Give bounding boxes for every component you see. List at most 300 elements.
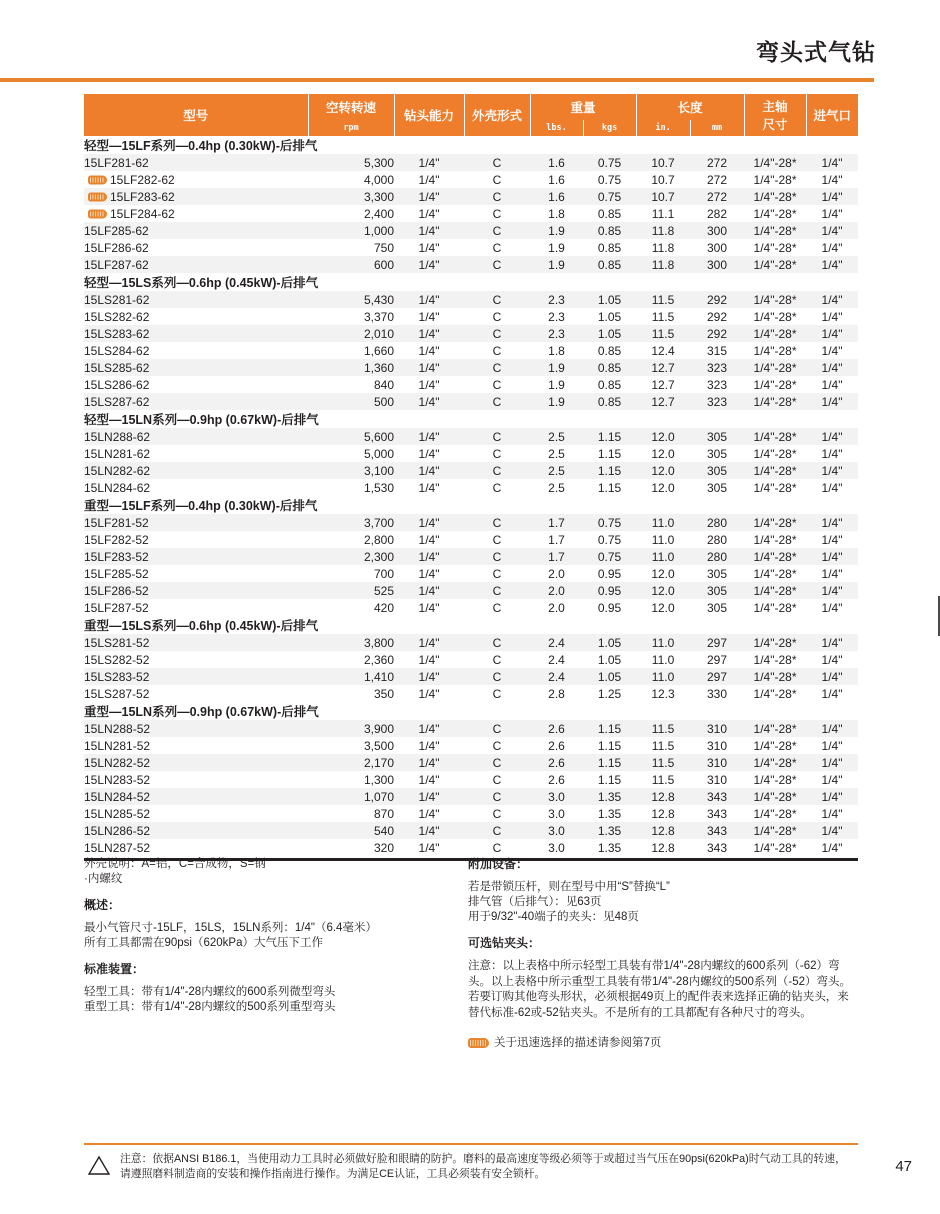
model-number: 15LN281-52 [84,738,151,753]
table-row [84,222,858,239]
cell-model [84,531,308,548]
cell-model [84,445,308,462]
cell-spindle: 1/4"-28* [744,359,806,376]
cell-inlet: 1/4" [806,582,858,599]
cell-inlet: 1/4" [806,822,858,839]
cell-kgs: 0.75 [583,188,636,205]
rapid-select-badge-icon [88,192,107,201]
cell-lbs: 1.7 [530,531,583,548]
cell-model [84,393,308,410]
table-row [84,325,858,342]
table-body [84,136,858,856]
cell-cap: 1/4" [394,805,464,822]
cell-cap: 1/4" [394,479,464,496]
cell-cap: 1/4" [394,788,464,805]
cell-rpm: 2,360 [308,651,394,668]
overview-line-2: 所有工具都需在90psi（620kPa）大气压下工作 [84,937,323,949]
cell-case: C [464,565,530,582]
model-number: 15LN285-52 [84,806,151,821]
spacer [468,951,860,959]
model-number: 15LS283-52 [84,669,150,684]
table-row [84,754,858,771]
col-header-drill-capacity: 钻头能力 [394,94,464,136]
warning-triangle-icon [88,1152,110,1182]
cell-inlet: 1/4" [806,393,858,410]
cell-model [84,308,308,325]
footer-orange-rule [84,1143,858,1145]
cell-case: C [464,188,530,205]
cell-case: C [464,462,530,479]
cell-spindle: 1/4"-28* [744,393,806,410]
cell-spindle: 1/4"-28* [744,548,806,565]
spec-table-wrapper [84,94,858,856]
cell-spindle: 1/4"-28* [744,256,806,273]
spec-table [84,94,858,856]
cell-lbs: 3.0 [530,839,583,856]
standard-line-2: 重型工具：带有1/4"-28内螺纹的500系列重型弯头 [84,1001,336,1013]
section-header-row [84,496,858,514]
cell-lbs: 1.6 [530,188,583,205]
cell-model [84,599,308,616]
cell-rpm: 500 [308,393,394,410]
cell-model [84,325,308,342]
table-row [84,342,858,359]
table-row [84,479,858,496]
cell-rpm: 2,300 [308,548,394,565]
cell-cap: 1/4" [394,445,464,462]
cell-mm: 280 [690,548,744,565]
model-number: 15LS281-52 [84,635,150,650]
cell-model [84,754,308,771]
cell-rpm: 3,300 [308,188,394,205]
cell-mm: 300 [690,239,744,256]
model-number: 15LF287-52 [84,600,149,615]
cell-lbs: 1.9 [530,239,583,256]
cell-rpm: 3,700 [308,514,394,531]
cell-spindle: 1/4"-28* [744,805,806,822]
standard-line-1: 轻型工具：带有1/4"-28内螺纹的600系列微型弯头 [84,986,336,998]
cell-model [84,359,308,376]
cell-in: 12.0 [636,462,690,479]
cell-kgs: 1.35 [583,788,636,805]
cell-mm: 330 [690,685,744,702]
cell-in: 12.7 [636,376,690,393]
model-number: 15LF282-52 [84,532,149,547]
cell-rpm: 1,360 [308,359,394,376]
cell-kgs: 0.75 [583,171,636,188]
table-row [84,308,858,325]
cell-lbs: 1.9 [530,393,583,410]
section-title: 轻型—15LN系列—0.9hp (0.67kW)-后排气 [84,410,858,428]
model-number: 15LS287-52 [84,686,150,701]
cell-spindle: 1/4"-28* [744,445,806,462]
cell-spindle: 1/4"-28* [744,291,806,308]
cell-cap: 1/4" [394,565,464,582]
cell-mm: 310 [690,737,744,754]
cell-mm: 272 [690,188,744,205]
cell-mm: 297 [690,651,744,668]
table-row [84,788,858,805]
cell-rpm: 4,000 [308,171,394,188]
cell-model [84,188,308,205]
table-row [84,393,858,410]
cell-case: C [464,205,530,222]
cell-inlet: 1/4" [806,376,858,393]
cell-inlet: 1/4" [806,754,858,771]
cell-kgs: 1.05 [583,668,636,685]
cell-mm: 297 [690,634,744,651]
cell-spindle: 1/4"-28* [744,822,806,839]
cell-kgs: 1.35 [583,839,636,856]
cell-rpm: 3,100 [308,462,394,479]
cell-model [84,171,308,188]
cell-inlet: 1/4" [806,342,858,359]
table-row [84,514,858,531]
cell-kgs: 0.85 [583,342,636,359]
cell-mm: 300 [690,256,744,273]
cell-lbs: 2.3 [530,291,583,308]
cell-case: C [464,256,530,273]
page-number: 47 [895,1158,912,1175]
cell-in: 11.0 [636,668,690,685]
cell-mm: 343 [690,839,744,856]
cell-rpm: 540 [308,822,394,839]
model-number: 15LS281-62 [84,292,150,307]
cell-lbs: 2.6 [530,720,583,737]
model-number: 15LN281-62 [84,446,151,461]
cell-case: C [464,428,530,445]
cell-rpm: 5,300 [308,154,394,171]
cell-rpm: 1,410 [308,668,394,685]
cell-inlet: 1/4" [806,565,858,582]
cell-mm: 300 [690,222,744,239]
table-row [84,805,858,822]
cell-case: C [464,239,530,256]
cell-model [84,342,308,359]
cell-mm: 310 [690,771,744,788]
cell-mm: 343 [690,805,744,822]
cell-case: C [464,599,530,616]
cell-in: 12.0 [636,479,690,496]
cell-case: C [464,737,530,754]
cell-mm: 323 [690,359,744,376]
table-row [84,599,858,616]
model-number: 15LF283-62 [110,189,175,204]
cell-inlet: 1/4" [806,325,858,342]
cell-inlet: 1/4" [806,205,858,222]
cell-spindle: 1/4"-28* [744,239,806,256]
cell-cap: 1/4" [394,256,464,273]
cell-kgs: 1.15 [583,462,636,479]
cell-in: 12.4 [636,342,690,359]
notes-right-column [468,857,860,1051]
cell-kgs: 1.35 [583,822,636,839]
cell-in: 12.7 [636,359,690,376]
cell-model [84,668,308,685]
section-header-row [84,273,858,291]
cell-case: C [464,171,530,188]
safety-warning-text: 注意：依据ANSI B186.1，当使用动力工具时必须做好脸和眼睛的防护。磨料的最高速度等级必须等于或超过当气压在90psi(620kPa)时气动工具的转速，请遵照磨料制造商的安装和操作指南进行操作。为满足CE认证，工具必须装有安全锁杆。 [120,1153,846,1180]
cell-case: C [464,376,530,393]
cell-cap: 1/4" [394,599,464,616]
cell-mm: 297 [690,668,744,685]
cell-in: 11.8 [636,256,690,273]
cell-mm: 280 [690,514,744,531]
cell-lbs: 2.6 [530,771,583,788]
cell-case: C [464,514,530,531]
cell-inlet: 1/4" [806,445,858,462]
cell-kgs: 1.35 [583,805,636,822]
cell-spindle: 1/4"-28* [744,514,806,531]
cell-inlet: 1/4" [806,308,858,325]
cell-spindle: 1/4"-28* [744,479,806,496]
cell-spindle: 1/4"-28* [744,188,806,205]
cell-mm: 292 [690,308,744,325]
cell-cap: 1/4" [394,514,464,531]
cell-cap: 1/4" [394,428,464,445]
model-number: 15LN288-62 [84,429,151,444]
cell-mm: 323 [690,376,744,393]
table-row [84,548,858,565]
cell-cap: 1/4" [394,325,464,342]
section-header-row [84,616,858,634]
cell-model [84,239,308,256]
cell-spindle: 1/4"-28* [744,582,806,599]
table-row [84,359,858,376]
cell-mm: 343 [690,788,744,805]
cell-lbs: 2.6 [530,737,583,754]
cell-cap: 1/4" [394,822,464,839]
cell-case: C [464,788,530,805]
unit-lbs: lbs. [530,120,583,136]
cell-in: 11.5 [636,720,690,737]
cell-inlet: 1/4" [806,548,858,565]
cell-model [84,737,308,754]
model-number: 15LF284-62 [110,206,175,221]
cell-cap: 1/4" [394,171,464,188]
cell-mm: 305 [690,582,744,599]
cell-rpm: 3,900 [308,720,394,737]
table-row [84,651,858,668]
cell-rpm: 1,660 [308,342,394,359]
cell-rpm: 5,600 [308,428,394,445]
cell-model [84,514,308,531]
cell-model [84,582,308,599]
cell-inlet: 1/4" [806,256,858,273]
section-header-row [84,702,858,720]
cell-case: C [464,154,530,171]
model-number: 15LN286-52 [84,823,151,838]
unit-kgs: kgs [583,120,636,136]
cell-cap: 1/4" [394,668,464,685]
cell-mm: 343 [690,822,744,839]
cell-lbs: 2.4 [530,634,583,651]
model-number: 15LN284-52 [84,789,151,804]
optional-chuck-heading: 可选钻夹头： [468,936,541,950]
cell-in: 10.7 [636,188,690,205]
cell-lbs: 2.5 [530,479,583,496]
cell-model [84,205,308,222]
cell-rpm: 350 [308,685,394,702]
cell-kgs: 0.85 [583,376,636,393]
table-row [84,531,858,548]
cell-rpm: 2,800 [308,531,394,548]
model-number: 15LF285-52 [84,566,149,581]
table-row [84,720,858,737]
model-number: 15LF286-52 [84,583,149,598]
cell-kgs: 1.15 [583,771,636,788]
cell-cap: 1/4" [394,548,464,565]
section-header-row [84,136,858,154]
col-header-weight: 重量 [530,94,636,120]
cell-cap: 1/4" [394,205,464,222]
cell-cap: 1/4" [394,634,464,651]
cell-inlet: 1/4" [806,479,858,496]
table-row [84,188,858,205]
cell-spindle: 1/4"-28* [744,651,806,668]
overview-line-1: 最小气管尺寸-15LF，15LS，15LN系列：1/4"（6.4毫米） [84,922,377,934]
cell-inlet: 1/4" [806,531,858,548]
model-number: 15LS286-62 [84,377,150,392]
cell-cap: 1/4" [394,754,464,771]
cell-inlet: 1/4" [806,839,858,856]
cell-lbs: 2.4 [530,651,583,668]
model-number: 15LN287-52 [84,840,151,855]
cell-model [84,720,308,737]
quick-select-note [468,1035,860,1051]
notes-left-column [84,857,464,1015]
cell-spindle: 1/4"-28* [744,634,806,651]
unit-in: in. [636,120,690,136]
cell-spindle: 1/4"-28* [744,737,806,754]
cell-inlet: 1/4" [806,651,858,668]
cell-spindle: 1/4"-28* [744,462,806,479]
cell-cap: 1/4" [394,291,464,308]
cell-model [84,822,308,839]
accessory-line-1: 若是带锁压杆，则在型号中用“S”替换“L” [468,881,670,893]
cell-inlet: 1/4" [806,737,858,754]
table-row [84,171,858,188]
cell-in: 11.1 [636,205,690,222]
cell-case: C [464,685,530,702]
table-row [84,737,858,754]
cell-rpm: 1,070 [308,788,394,805]
cell-cap: 1/4" [394,720,464,737]
section-title: 轻型—15LF系列—0.4hp (0.30kW)-后排气 [84,136,858,154]
cell-lbs: 2.3 [530,325,583,342]
table-row [84,291,858,308]
cell-lbs: 2.0 [530,599,583,616]
cell-rpm: 2,010 [308,325,394,342]
cell-rpm: 1,000 [308,222,394,239]
col-header-free-speed: 空转转速 [308,94,394,120]
cell-kgs: 0.85 [583,359,636,376]
quick-select-badge-icon [468,1038,489,1048]
cell-model [84,291,308,308]
cell-kgs: 0.95 [583,599,636,616]
cell-kgs: 0.85 [583,256,636,273]
thread-note-text: ·内螺纹 [84,873,123,885]
cell-model [84,651,308,668]
cell-cap: 1/4" [394,737,464,754]
cell-spindle: 1/4"-28* [744,599,806,616]
cell-case: C [464,342,530,359]
cell-kgs: 1.15 [583,754,636,771]
cell-lbs: 2.5 [530,462,583,479]
cell-spindle: 1/4"-28* [744,308,806,325]
cell-rpm: 320 [308,839,394,856]
cell-model [84,634,308,651]
table-row [84,445,858,462]
cell-lbs: 1.9 [530,256,583,273]
table-row [84,154,858,171]
table-row [84,239,858,256]
cell-lbs: 1.7 [530,548,583,565]
cell-cap: 1/4" [394,342,464,359]
cell-lbs: 2.3 [530,308,583,325]
col-header-air-inlet: 进气口 [806,94,858,136]
page-title: 弯头式气钻 [756,39,876,65]
quick-select-text: 关于迅速选择的描述请参阅第7页 [494,1037,662,1049]
cell-mm: 272 [690,171,744,188]
cell-mm: 292 [690,325,744,342]
table-header [84,94,858,136]
cell-mm: 305 [690,428,744,445]
cell-spindle: 1/4"-28* [744,376,806,393]
table-row [84,256,858,273]
section-title: 重型—15LN系列—0.9hp (0.67kW)-后排气 [84,702,858,720]
cell-rpm: 3,800 [308,634,394,651]
cell-spindle: 1/4"-28* [744,771,806,788]
cell-case: C [464,634,530,651]
model-number: 15LS285-62 [84,360,150,375]
cell-in: 11.0 [636,651,690,668]
cell-kgs: 0.85 [583,239,636,256]
cell-lbs: 2.0 [530,565,583,582]
cell-kgs: 1.15 [583,737,636,754]
spacer [84,913,464,921]
cell-model [84,479,308,496]
cell-case: C [464,822,530,839]
section-title: 轻型—15LS系列—0.6hp (0.45kW)-后排气 [84,273,858,291]
cell-spindle: 1/4"-28* [744,531,806,548]
cell-inlet: 1/4" [806,171,858,188]
cell-cap: 1/4" [394,376,464,393]
table-row [84,771,858,788]
cell-kgs: 0.85 [583,393,636,410]
cell-rpm: 750 [308,239,394,256]
cell-model [84,154,308,171]
cell-rpm: 700 [308,565,394,582]
cell-mm: 305 [690,599,744,616]
cell-case: C [464,668,530,685]
cell-cap: 1/4" [394,685,464,702]
model-number: 15LF287-62 [84,257,149,272]
rapid-select-badge-icon [88,209,107,218]
cell-in: 11.5 [636,771,690,788]
model-number: 15LS284-62 [84,343,150,358]
cell-cap: 1/4" [394,239,464,256]
cell-kgs: 0.75 [583,548,636,565]
cell-case: C [464,359,530,376]
cell-spindle: 1/4"-28* [744,325,806,342]
cell-model [84,839,308,856]
cell-in: 12.7 [636,393,690,410]
cell-in: 12.3 [636,685,690,702]
cell-spindle: 1/4"-28* [744,342,806,359]
cell-lbs: 1.9 [530,359,583,376]
cell-spindle: 1/4"-28* [744,754,806,771]
